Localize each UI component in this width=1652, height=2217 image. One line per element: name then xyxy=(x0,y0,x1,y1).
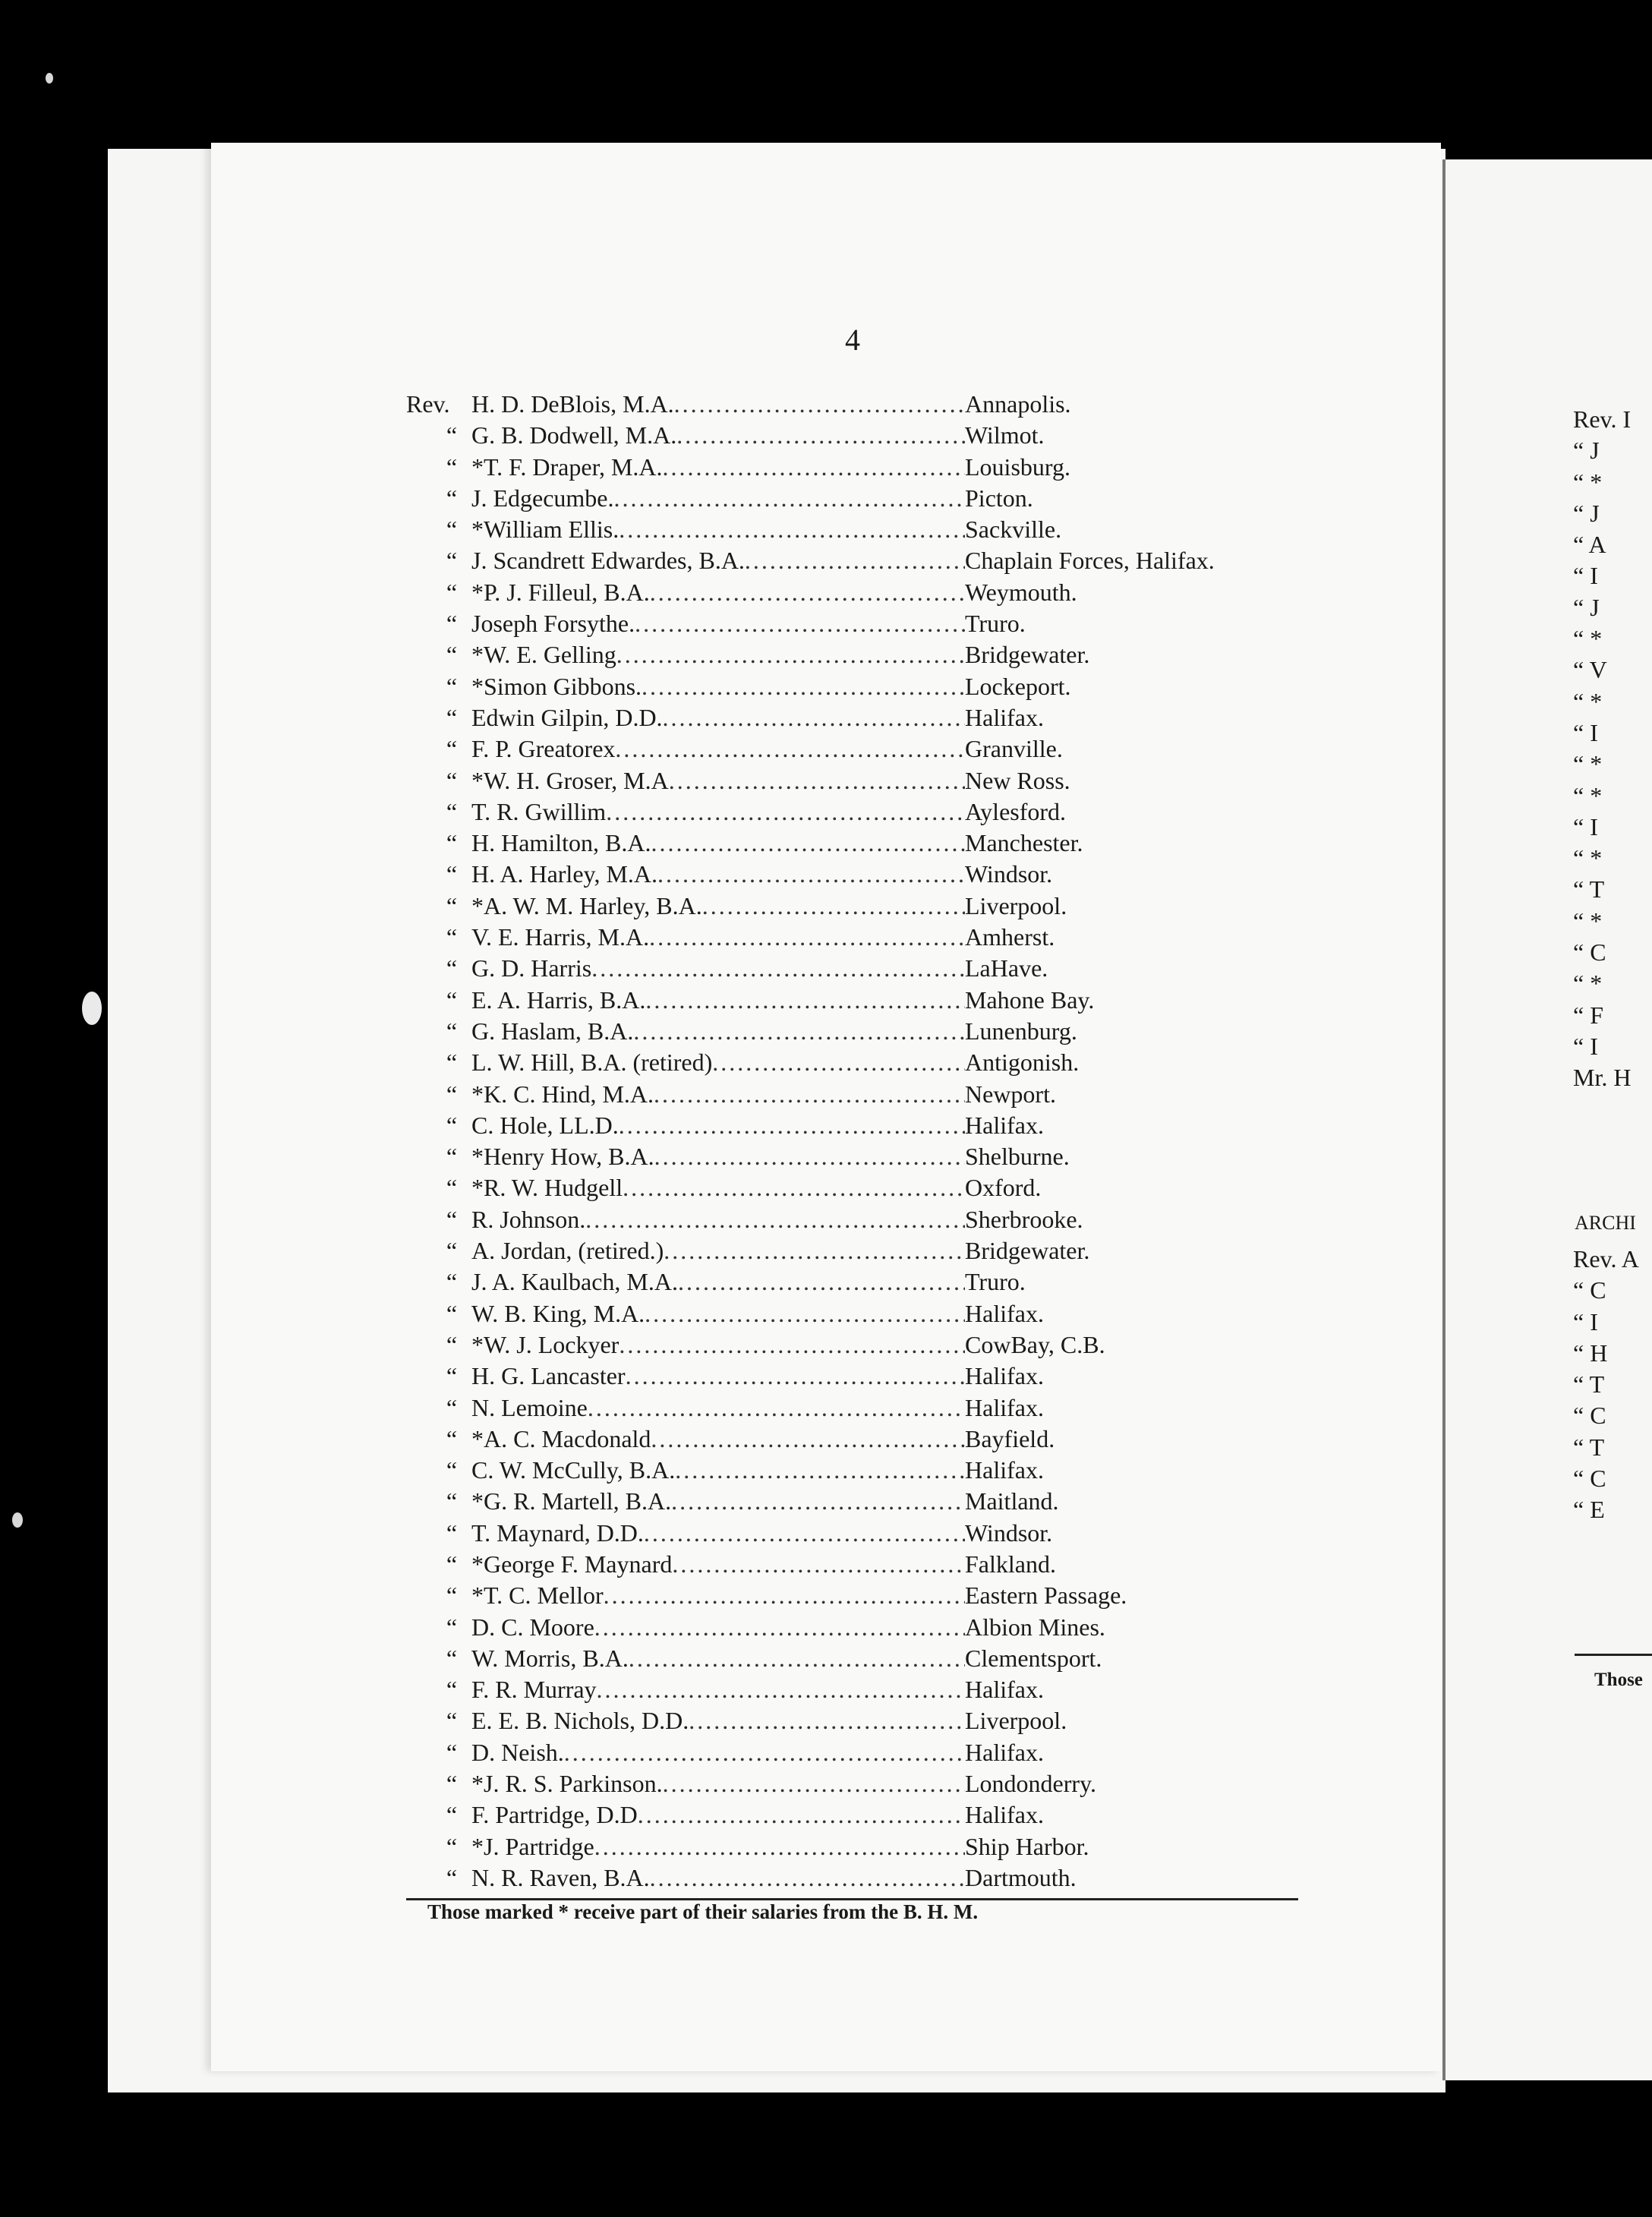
clergy-name: *K. C. Hind, M.A. xyxy=(471,1080,654,1108)
parish-place: Ship Harbor. xyxy=(965,1832,1089,1860)
parish-place: Sackville. xyxy=(965,516,1062,544)
ditto-mark: “ xyxy=(446,766,458,794)
roster-row xyxy=(406,1047,1317,1078)
parish-place: Halifax. xyxy=(965,703,1044,731)
right-page-line: Rev. I xyxy=(1573,405,1632,433)
roster-row xyxy=(406,765,1317,796)
ditto-mark: “ xyxy=(446,1362,458,1390)
clergy-name: G. Haslam, B.A. xyxy=(471,1017,634,1045)
ditto-mark: “ xyxy=(446,923,458,951)
parish-place: Bridgewater. xyxy=(965,641,1090,669)
right-page-line: “ I xyxy=(1573,1032,1598,1060)
roster-row xyxy=(406,1204,1317,1235)
parish-place: Halifax. xyxy=(965,1676,1044,1704)
leader-dots xyxy=(623,1172,965,1203)
parish-place: Halifax. xyxy=(965,1801,1044,1829)
roster-row xyxy=(406,1549,1317,1580)
clergy-name: H. Hamilton, B.A. xyxy=(471,829,651,857)
roster-row xyxy=(406,1768,1317,1799)
roster-row xyxy=(406,1329,1317,1361)
parish-place: Truro. xyxy=(965,610,1026,638)
roster-row xyxy=(406,859,1317,890)
clergy-name: *R. W. Hudgell xyxy=(471,1174,623,1202)
leader-dots xyxy=(591,953,965,984)
roster-row xyxy=(406,1799,1317,1831)
ditto-mark: “ xyxy=(446,610,458,638)
parish-place: Maitland. xyxy=(965,1487,1059,1515)
roster-row xyxy=(406,1235,1317,1266)
leader-dots xyxy=(619,1329,965,1361)
leader-dots xyxy=(674,389,965,420)
roster-row xyxy=(406,922,1317,953)
ditto-mark: “ xyxy=(446,735,458,763)
leader-dots xyxy=(663,452,965,483)
clergy-name: J. A. Kaulbach, M.A. xyxy=(471,1268,678,1296)
leader-dots xyxy=(588,1392,965,1424)
ditto-mark: “ xyxy=(446,672,458,700)
ditto-mark: “ xyxy=(446,860,458,888)
roster-row xyxy=(406,953,1317,984)
leader-dots xyxy=(663,1768,965,1799)
leader-dots xyxy=(651,1424,965,1455)
clergy-name: *T. F. Draper, M.A. xyxy=(471,453,663,481)
parish-place: Halifax. xyxy=(965,1299,1044,1327)
leader-dots xyxy=(564,1737,965,1768)
leader-dots xyxy=(654,1141,965,1172)
ditto-mark: “ xyxy=(446,1832,458,1860)
ditto-mark: “ xyxy=(446,641,458,669)
right-page-line: “ F xyxy=(1573,1001,1603,1029)
ditto-mark: “ xyxy=(446,1456,458,1484)
clergy-name: E. A. Harris, B.A. xyxy=(471,986,646,1014)
parish-place: Antigonish. xyxy=(965,1049,1080,1077)
right-page-footnote: Those xyxy=(1594,1670,1643,1690)
ditto-mark: “ xyxy=(446,484,458,512)
right-page-top-list xyxy=(1573,404,1631,1094)
right-page-line: “ J xyxy=(1573,593,1600,621)
parish-place: Chaplain Forces, Halifax. xyxy=(965,547,1215,575)
right-page-line: “ J xyxy=(1573,499,1600,527)
roster-row xyxy=(406,1580,1317,1611)
roster-row xyxy=(406,1266,1317,1298)
clergy-name: N. R. Raven, B.A. xyxy=(471,1863,650,1891)
ditto-mark: “ xyxy=(446,1424,458,1452)
clergy-name: T. Maynard, D.D. xyxy=(471,1518,644,1547)
parish-place: Halifax. xyxy=(965,1738,1044,1766)
roster-row xyxy=(406,1831,1317,1862)
roster-row xyxy=(406,796,1317,828)
roster-row xyxy=(406,1455,1317,1486)
leader-dots xyxy=(594,1831,965,1862)
right-page-line: Mr. H xyxy=(1573,1064,1632,1092)
leader-dots xyxy=(672,1549,965,1580)
parish-place: Bayfield. xyxy=(965,1424,1055,1452)
ditto-mark: “ xyxy=(446,986,458,1014)
leader-dots xyxy=(654,1079,965,1110)
parish-place: Amherst. xyxy=(965,923,1055,951)
parish-place: Dartmouth. xyxy=(965,1863,1077,1891)
clergy-name: E. E. B. Nichols, D.D. xyxy=(471,1707,689,1735)
right-page-line: “ J xyxy=(1573,437,1600,465)
clergy-name: *A. C. Macdonald xyxy=(471,1424,651,1452)
ditto-mark: “ xyxy=(446,1863,458,1891)
parish-place: CowBay, C.B. xyxy=(965,1330,1105,1358)
roster-row xyxy=(406,545,1317,576)
roster-row xyxy=(406,1674,1317,1705)
clergy-name: F. Partridge, D.D xyxy=(471,1801,638,1829)
leader-dots xyxy=(594,1612,965,1643)
parish-place: Granville. xyxy=(965,735,1063,763)
right-page-line: “ I xyxy=(1573,562,1598,590)
parish-place: Halifax. xyxy=(965,1393,1044,1421)
ditto-mark: “ xyxy=(446,1299,458,1327)
roster-row xyxy=(406,1141,1317,1172)
ditto-mark: “ xyxy=(446,1017,458,1045)
ditto-mark: “ xyxy=(446,453,458,481)
roster-row xyxy=(406,1862,1317,1894)
parish-place: Weymouth. xyxy=(965,578,1077,606)
ditto-mark: “ xyxy=(446,1330,458,1358)
leader-dots xyxy=(650,577,965,608)
ditto-mark: “ xyxy=(446,1143,458,1171)
leader-dots xyxy=(702,891,965,922)
parish-place: Windsor. xyxy=(965,860,1053,888)
clergy-name: H. D. DeBlois, M.A. xyxy=(471,390,674,418)
parish-place: New Ross. xyxy=(965,766,1070,794)
ditto-mark: “ xyxy=(446,829,458,857)
clergy-name: *A. W. M. Harley, B.A. xyxy=(471,891,702,919)
right-page-line: “ * xyxy=(1573,468,1603,496)
clergy-name: *W. H. Groser, M.A xyxy=(471,766,669,794)
leader-dots xyxy=(638,1799,965,1831)
page-number: 4 xyxy=(845,323,860,357)
parish-place: Albion Mines. xyxy=(965,1613,1105,1641)
roster-row xyxy=(406,702,1317,733)
right-page-line: “ I xyxy=(1573,1307,1598,1336)
parish-place: Lunenburg. xyxy=(965,1017,1077,1045)
right-page-line: “ C xyxy=(1573,1276,1606,1304)
parish-place: Shelburne. xyxy=(965,1143,1070,1171)
clergy-name: *W. J. Lockyer xyxy=(471,1330,620,1358)
roster-row xyxy=(406,1737,1317,1768)
right-page-line: “ E xyxy=(1573,1496,1605,1524)
ditto-mark: “ xyxy=(446,1049,458,1077)
parish-place: Halifax. xyxy=(965,1362,1044,1390)
clergy-name: F. R. Murray xyxy=(471,1676,597,1704)
clergy-name: *Henry How, B.A. xyxy=(471,1143,654,1171)
roster-row xyxy=(406,389,1317,420)
clergy-name: A. Jordan, (retired.) xyxy=(471,1237,664,1265)
clergy-name: *T. C. Mellor xyxy=(471,1582,604,1610)
parish-place: Liverpool. xyxy=(965,891,1067,919)
leader-dots xyxy=(657,859,965,890)
leader-dots xyxy=(626,1361,965,1392)
parish-place: Halifax. xyxy=(965,1111,1044,1139)
right-page-line: Rev. A xyxy=(1573,1245,1639,1272)
clergy-name: *George F. Maynard xyxy=(471,1550,673,1578)
parish-place: Clementsport. xyxy=(965,1644,1102,1672)
right-page-line: “ * xyxy=(1573,750,1603,778)
parish-place: Falkland. xyxy=(965,1550,1056,1578)
roster-row xyxy=(406,828,1317,859)
leader-dots xyxy=(745,545,965,576)
roster-row xyxy=(406,1518,1317,1549)
roster-row xyxy=(406,1705,1317,1736)
leader-dots xyxy=(663,702,965,733)
clergy-name: R. Johnson. xyxy=(471,1205,586,1233)
ditto-mark: “ xyxy=(446,1644,458,1672)
scan-speck xyxy=(82,992,102,1025)
right-page-line: “ C xyxy=(1573,1465,1606,1493)
clergy-name: N. Lemoine xyxy=(471,1393,588,1421)
parish-place: Mahone Bay. xyxy=(965,986,1095,1014)
roster-row xyxy=(406,1424,1317,1455)
right-page-heading: ARCHI xyxy=(1575,1212,1636,1234)
roster-row xyxy=(406,1079,1317,1110)
clergy-name: T. R. Gwillim xyxy=(471,797,607,825)
scan-speck xyxy=(46,73,53,84)
ditto-mark: “ xyxy=(446,891,458,919)
roster-row xyxy=(406,452,1317,483)
leader-dots xyxy=(644,1518,965,1549)
clergy-name: D. C. Moore xyxy=(471,1613,594,1641)
leader-dots xyxy=(669,765,965,796)
parish-place: Wilmot. xyxy=(965,421,1045,449)
leader-dots xyxy=(676,420,965,451)
parish-place: Annapolis. xyxy=(965,390,1071,418)
clergy-name: F. P. Greatorex xyxy=(471,735,616,763)
clergy-name: W. B. King, M.A. xyxy=(471,1299,645,1327)
leader-dots xyxy=(675,1455,965,1486)
right-page-line: “ C xyxy=(1573,1402,1606,1430)
right-page-bottom-list xyxy=(1573,1244,1639,1526)
roster-row xyxy=(406,1016,1317,1047)
clergy-name: Joseph Forsythe. xyxy=(471,610,635,638)
right-page-line: “ T xyxy=(1573,875,1605,904)
parish-place: Aylesford. xyxy=(965,797,1067,825)
clergy-name: C. Hole, LL.D. xyxy=(471,1111,619,1139)
clergy-name: C. W. McCully, B.A. xyxy=(471,1456,676,1484)
parish-place: Halifax. xyxy=(965,1456,1044,1484)
parish-place: LaHave. xyxy=(965,954,1048,982)
parish-place: Lockeport. xyxy=(965,672,1071,700)
ditto-mark: “ xyxy=(446,703,458,731)
ditto-mark: “ xyxy=(446,421,458,449)
clergy-name: D. Neish. xyxy=(471,1738,564,1766)
clergy-roster xyxy=(406,389,1317,1894)
ditto-mark: “ xyxy=(446,1205,458,1233)
leader-dots xyxy=(649,922,965,953)
roster-row xyxy=(406,1298,1317,1329)
right-page-line: “ V xyxy=(1573,656,1607,684)
leader-dots xyxy=(629,1643,965,1674)
roster-row xyxy=(406,671,1317,702)
clergy-name: J. Edgecumbe. xyxy=(471,484,614,512)
roster-row xyxy=(406,1612,1317,1643)
leader-dots xyxy=(635,608,965,639)
clergy-name: W. Morris, B.A. xyxy=(471,1644,629,1672)
parish-place: Londonderry. xyxy=(965,1770,1096,1798)
roster-row xyxy=(406,608,1317,639)
right-page-line: “ T xyxy=(1573,1433,1605,1461)
ditto-mark: “ xyxy=(446,1801,458,1829)
ditto-mark: “ xyxy=(446,1080,458,1108)
clergy-name: L. W. Hill, B.A. (retired) xyxy=(471,1049,713,1077)
roster-row xyxy=(406,1486,1317,1517)
ditto-mark: “ xyxy=(446,797,458,825)
ditto-mark: “ xyxy=(446,1613,458,1641)
right-page-line: “ * xyxy=(1573,625,1603,653)
leader-dots xyxy=(689,1705,965,1736)
leader-dots xyxy=(645,985,965,1016)
leader-dots xyxy=(619,1110,965,1141)
roster-row xyxy=(406,985,1317,1016)
right-page xyxy=(1442,159,1652,2080)
right-page-rule xyxy=(1575,1654,1652,1656)
roster-row xyxy=(406,514,1317,545)
roster-row xyxy=(406,891,1317,922)
roster-row xyxy=(406,1361,1317,1392)
parish-place: Oxford. xyxy=(965,1174,1042,1202)
right-page-line: “ * xyxy=(1573,844,1603,872)
ditto-mark: “ xyxy=(446,1770,458,1798)
clergy-name: *William Ellis. xyxy=(471,516,620,544)
leader-dots xyxy=(597,1674,965,1705)
clergy-name: *W. E. Gelling xyxy=(471,641,616,669)
clergy-name: H. G. Lancaster xyxy=(471,1362,626,1390)
ditto-mark: “ xyxy=(446,1174,458,1202)
leader-dots xyxy=(678,1266,965,1298)
right-page-line: “ * xyxy=(1573,781,1603,809)
clergy-name: *Simon Gibbons. xyxy=(471,672,642,700)
right-page-line: “ I xyxy=(1573,812,1598,840)
leader-dots xyxy=(671,1486,965,1517)
ditto-mark: “ xyxy=(446,1487,458,1515)
leader-dots xyxy=(650,1862,965,1894)
ditto-mark: “ xyxy=(446,578,458,606)
roster-row xyxy=(406,483,1317,514)
roster-row xyxy=(406,733,1317,765)
leader-dots xyxy=(585,1204,965,1235)
ditto-mark: “ xyxy=(446,1111,458,1139)
roster-row xyxy=(406,1172,1317,1203)
roster-row xyxy=(406,1392,1317,1424)
parish-place: Newport. xyxy=(965,1080,1056,1108)
ditto-mark: “ xyxy=(446,1738,458,1766)
ditto-mark: “ xyxy=(446,1393,458,1421)
parish-place: Sherbrooke. xyxy=(965,1205,1083,1233)
roster-row xyxy=(406,577,1317,608)
clergy-name: *G. R. Martell, B.A. xyxy=(471,1487,672,1515)
roster-row xyxy=(406,639,1317,670)
parish-place: Picton. xyxy=(965,484,1033,512)
leader-dots xyxy=(633,1016,965,1047)
ditto-mark: “ xyxy=(446,1582,458,1610)
ditto-mark: “ xyxy=(446,1707,458,1735)
ditto-mark: “ xyxy=(446,1676,458,1704)
parish-place: Manchester. xyxy=(965,829,1083,857)
parish-place: Eastern Passage. xyxy=(965,1582,1127,1610)
roster-row xyxy=(406,1110,1317,1141)
parish-place: Windsor. xyxy=(965,1518,1053,1547)
clergy-name: *J. Partridge xyxy=(471,1832,594,1860)
right-page-line: “ * xyxy=(1573,687,1603,715)
scan-speck xyxy=(12,1512,23,1528)
footnote: Those marked * receive part of their salaries from the B. H. M. xyxy=(427,1900,979,1923)
clergy-name: *J. R. S. Parkinson. xyxy=(471,1770,663,1798)
title-label: Rev. xyxy=(406,390,450,418)
ditto-mark: “ xyxy=(446,1268,458,1296)
parish-place: Bridgewater. xyxy=(965,1237,1090,1265)
leader-dots xyxy=(606,796,965,828)
clergy-name: Edwin Gilpin, D.D. xyxy=(471,703,663,731)
ditto-mark: “ xyxy=(446,1237,458,1265)
clergy-name: J. Scandrett Edwardes, B.A. xyxy=(471,547,745,575)
right-page-line: “ * xyxy=(1573,907,1603,935)
roster-row xyxy=(406,1643,1317,1674)
right-page-line: “ I xyxy=(1573,718,1598,746)
ditto-mark: “ xyxy=(446,516,458,544)
leader-dots xyxy=(642,671,965,702)
leader-dots xyxy=(712,1047,965,1078)
ditto-mark: “ xyxy=(446,1550,458,1578)
parish-place: Liverpool. xyxy=(965,1707,1067,1735)
leader-dots xyxy=(645,1298,965,1329)
clergy-name: H. A. Harley, M.A. xyxy=(471,860,657,888)
leader-dots xyxy=(614,483,966,514)
clergy-name: G. B. Dodwell, M.A. xyxy=(471,421,677,449)
right-page-line: “ H xyxy=(1573,1339,1608,1367)
right-page-line: “ * xyxy=(1573,970,1603,998)
parish-place: Louisburg. xyxy=(965,453,1070,481)
leader-dots xyxy=(664,1235,965,1266)
leader-dots xyxy=(616,639,965,670)
right-page-line: “ C xyxy=(1573,938,1606,967)
ditto-mark: “ xyxy=(446,954,458,982)
right-page-line: “ T xyxy=(1573,1370,1605,1399)
parish-place: Truro. xyxy=(965,1268,1026,1296)
ditto-mark: “ xyxy=(446,547,458,575)
leader-dots xyxy=(619,514,965,545)
clergy-name: G. D. Harris xyxy=(471,954,592,982)
right-page-line: “ A xyxy=(1573,531,1606,559)
leader-dots xyxy=(651,828,965,859)
clergy-name: V. E. Harris, M.A. xyxy=(471,923,650,951)
roster-row xyxy=(406,420,1317,451)
clergy-name: *P. J. Filleul, B.A. xyxy=(471,578,650,606)
ditto-mark: “ xyxy=(446,1518,458,1547)
leader-dots xyxy=(604,1580,965,1611)
leader-dots xyxy=(615,733,965,765)
